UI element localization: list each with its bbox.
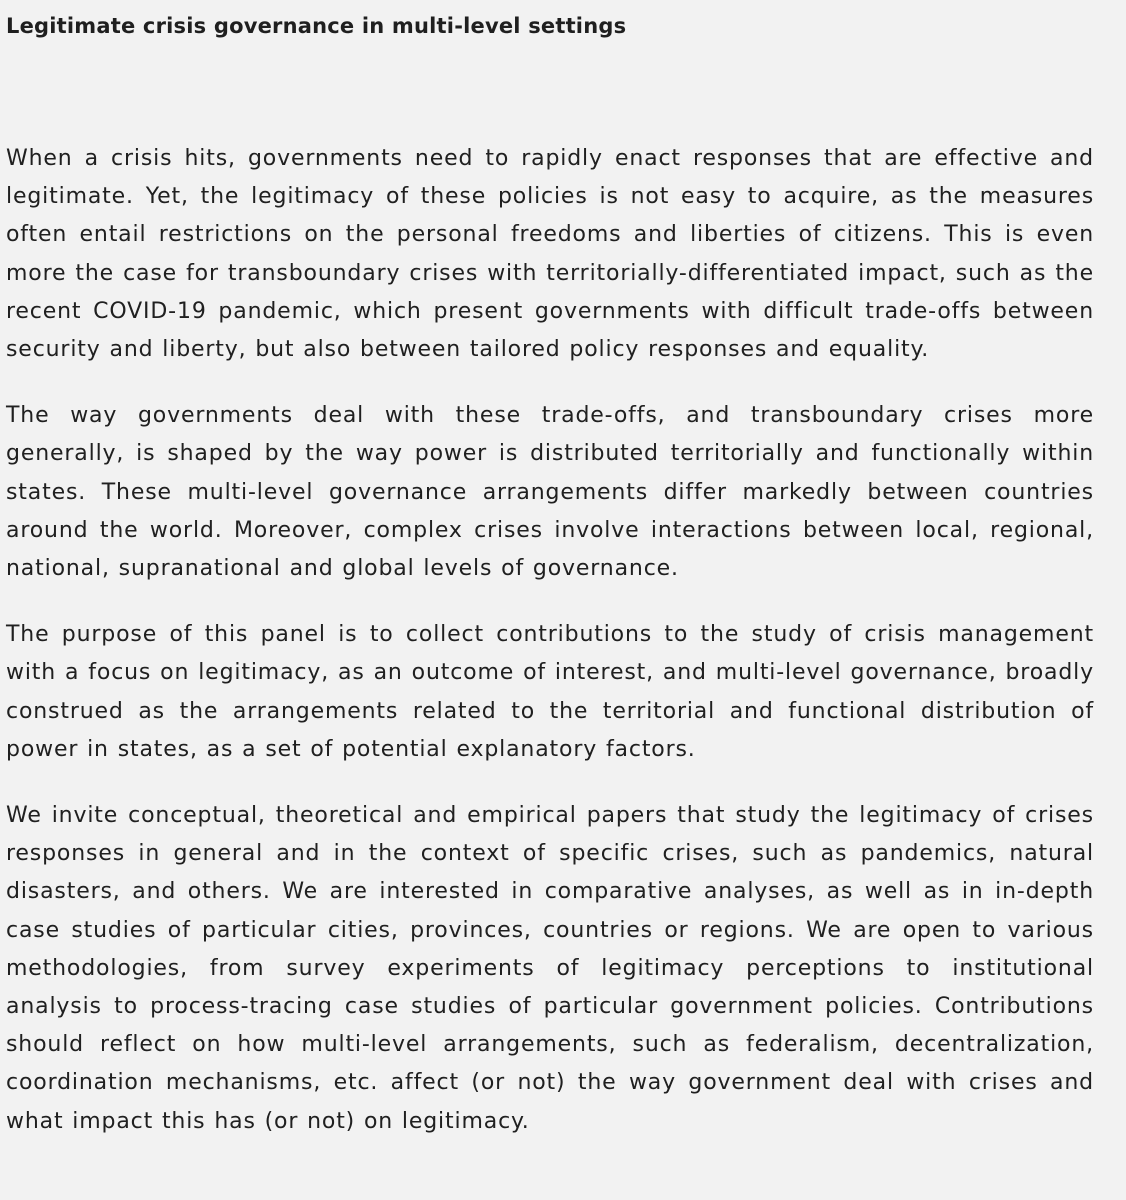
paragraph-governance: The way governments deal with these trade-offs, and transboundary crises more generally, is shaped by the way power is distributed territorially and functionally within states. These multi-level governance arrangements differ markedly between countries around the world. Moreover, complex crises involve interactions between local, regional, national, supranational and global levels of governance. [6, 403, 1094, 582]
paragraph-invitation: We invite conceptual, theoretical and empirical papers that study the legitimacy of crises responses in general and in the context of specific crises, such as pandemics, natural disasters, and others. We are interested in comparative analyses, as well as in in-depth case studies of particular cities, provinces, countries or regions. We are open to various methodologies, from survey experiments of legitimacy perceptions to institutional analysis to process-tracing case studies of particular government policies. Contributions should reflect on how multi-level arrangements, such as federalism, decentralization, coordination mechanisms, etc. affect (or not) the way government deal with crises and what impact this has (or not) on legitimacy. [6, 803, 1094, 1134]
paragraph-purpose: The purpose of this panel is to collect contributions to the study of crisis management with a focus on legitimacy, as an outcome of interest, and multi-level governance, broadly construed as the arrangements related to the territorial and functional distribution of power in states, as a set of potential explanatory factors. [6, 622, 1094, 762]
document-title: Legitimate crisis governance in multi-level settings [6, 14, 627, 38]
document-body [6, 140, 1094, 1141]
paragraph-intro: When a crisis hits, governments need to rapidly enact responses that are effective and legitimate. Yet, the legitimacy of these policies is not easy to acquire, as the measures often entail restrictions on the personal freedoms and liberties of citizens. This is even more the case for transboundary crises with territorially-differentiated impact, such as the recent COVID-19 pandemic, which present governments with difficult trade-offs between security and liberty, but also between tailored policy responses and equality. [6, 146, 1094, 363]
